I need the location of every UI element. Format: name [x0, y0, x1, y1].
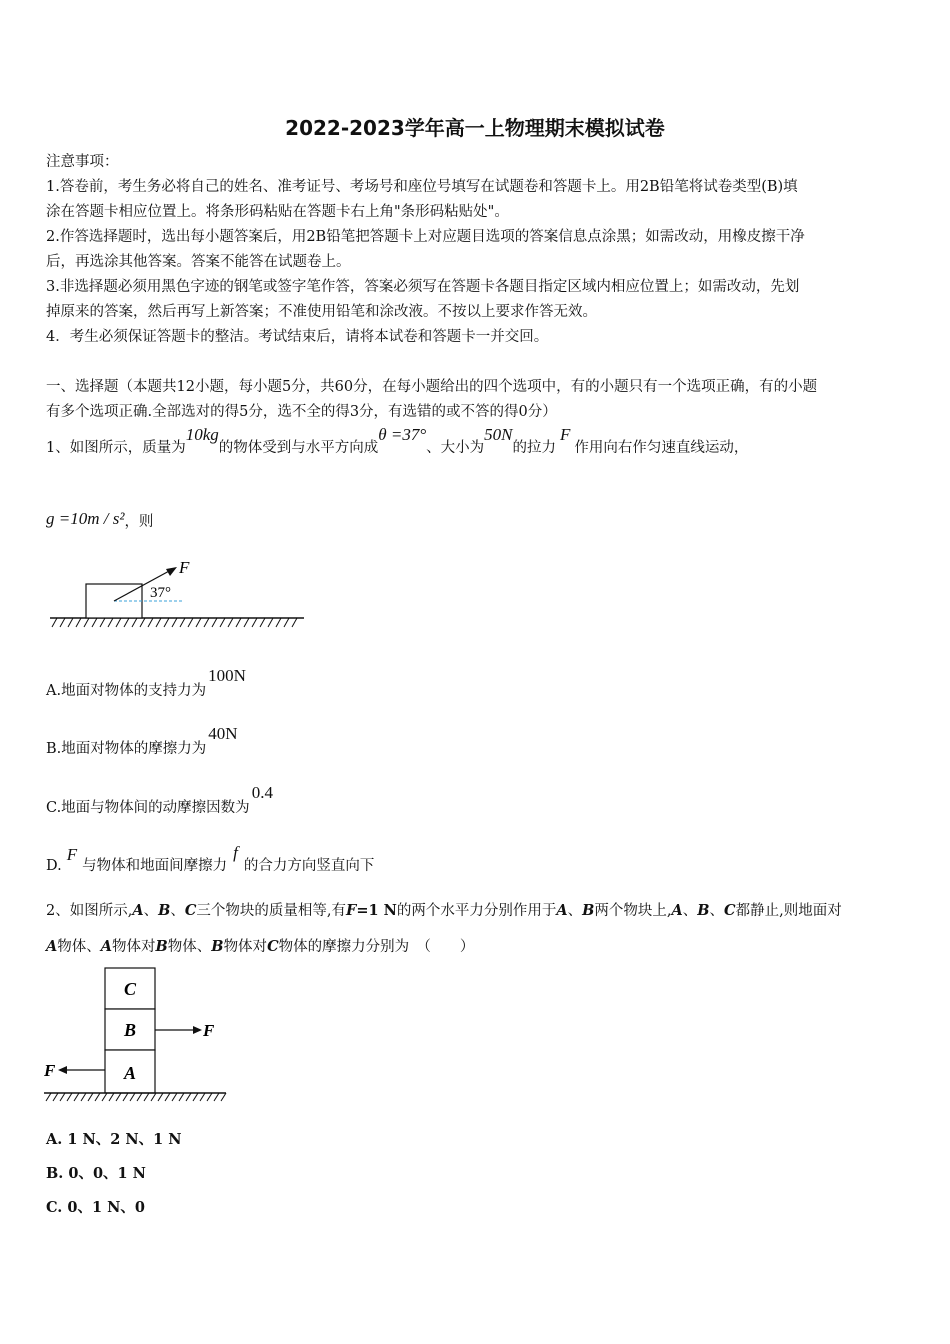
q2-var: A — [556, 902, 568, 919]
q2-text: 、 — [682, 903, 698, 919]
q2-var: B — [155, 938, 168, 955]
option-text: A.地面对物体的支持力为 — [46, 683, 207, 699]
q2-var: B — [582, 902, 595, 919]
q2-force-left-label: F — [44, 1061, 56, 1080]
q1-option-b[interactable] — [46, 724, 238, 759]
q2-text: 、 — [567, 903, 583, 919]
q2-var: F — [346, 902, 357, 919]
q1-option-a[interactable] — [46, 666, 246, 701]
notice-heading: 注意事项： — [46, 154, 119, 170]
q1-text: 1、如图所示，质量为 — [46, 440, 186, 456]
q2-text: 的两个水平力分别作用于 — [396, 903, 557, 919]
q1-mass: 10kg — [185, 425, 219, 444]
q2-force-right-label: F — [203, 1021, 215, 1040]
option-value: 100N — [208, 666, 246, 685]
q1-force-value: 50N — [484, 425, 513, 444]
section-line: 有多个选项正确.全部选对的得5分，选不全的得3分，有选错的或不答的得0分） — [46, 404, 557, 420]
q2-var: C — [724, 902, 736, 919]
q2-text: 三个物块的质量相等,有 — [196, 903, 347, 919]
q2-option-c[interactable]: C. 0、1 N、0 — [46, 1199, 145, 1216]
option-text: B.地面对物体的摩擦力为 — [46, 741, 207, 757]
q2-text: 都静止,则地面对 — [735, 903, 842, 919]
q2-var: C — [184, 902, 197, 919]
section-line: 一、选择题（本题共12小题，每小题5分，共60分，在每小题给出的四个选项中，有的小题只有一个选项正确，有的小题 — [46, 379, 818, 395]
q2-stem-line-2 — [46, 937, 474, 957]
page-title: 2022-2023学年高一上物理期末模拟试卷 — [285, 116, 665, 140]
q2-figure — [40, 964, 230, 1106]
q1-gravity — [46, 511, 153, 532]
q2-var: A — [46, 938, 58, 955]
notice-line: 2.作答选择题时，选出每小题答案后，用2B铅笔把答题卡上对应题目选项的答案信息点涂黑；如需改动，用橡皮擦干净 — [46, 229, 805, 245]
option-text: D. — [46, 858, 62, 874]
notice-line: 后，再选涂其他答案。答案不能答在试题卷上。 — [46, 254, 351, 270]
q1-text: 、大小为 — [426, 440, 485, 456]
notice-line: 掉原来的答案，然后再写上新答案；不准使用铅笔和涂改液。不按以上要求作答无效。 — [46, 304, 597, 320]
q2-text: 物体对 — [112, 939, 156, 955]
q1-angle: θ =37° — [378, 425, 427, 444]
q2-stem-line-1 — [46, 901, 842, 921]
option-symbol: f — [233, 843, 238, 862]
notice-line: 4．考生必须保证答题卡的整洁。考试结束后，请将本试卷和答题卡一并交回。 — [46, 329, 549, 345]
q2-var: B — [158, 902, 171, 919]
q1-figure — [46, 556, 308, 632]
q1-figure-force-label: F — [179, 558, 190, 577]
notice-line: 1.答卷前，考生务必将自己的姓名、准考证号、考场号和座位号填写在试题卷和答题卡上。用2B铅笔将试卷类型(B)填 — [46, 179, 798, 195]
q2-text: =1 N — [356, 902, 397, 919]
q2-text: 、 — [143, 903, 159, 919]
q2-text: 、 — [170, 903, 185, 919]
option-value: 0.4 — [251, 783, 273, 802]
q2-block-a-label: A — [123, 1063, 137, 1083]
q1-text: 作用向右作匀速直线运动， — [574, 440, 749, 456]
notice-line: 涂在答题卡相应位置上。将条形码粘贴在答题卡右上角"条形码粘贴处"。 — [46, 204, 509, 220]
q2-var: C — [267, 938, 279, 955]
option-text: 与物体和地面间摩擦力 — [82, 858, 228, 874]
option-text: 的合力方向竖直向下 — [243, 858, 375, 874]
q2-text: 2、如图所示, — [46, 903, 133, 919]
q1-text: 的拉力 — [512, 440, 556, 456]
q1-force-symbol: F — [560, 425, 571, 444]
q2-option-b[interactable]: B. 0、0、1 N — [46, 1165, 146, 1182]
q1-text: ，则 — [124, 514, 154, 530]
q2-var: A — [132, 902, 144, 919]
q1-stem — [46, 425, 749, 458]
q2-block-b-label: B — [123, 1020, 137, 1040]
q2-var: B — [211, 938, 224, 955]
q2-text: 、 — [709, 903, 725, 919]
q1-figure-angle-label: 37° — [150, 585, 171, 601]
q2-var: B — [697, 902, 710, 919]
q2-text: 物体的摩擦力分别为 （ ） — [278, 939, 475, 955]
option-symbol: F — [66, 845, 78, 864]
q1-option-d[interactable] — [46, 843, 375, 876]
notice-line: 3.非选择题必须用黑色字迹的钢笔或签字笔作答，答案必须写在答题卡各题目指定区域内相应位置上；如需改动，先划 — [46, 279, 800, 295]
q1-text: 的物体受到与水平方向成 — [218, 440, 379, 456]
q2-var: A — [671, 902, 683, 919]
q2-text: 物体、 — [57, 939, 101, 955]
q2-text: 物体、 — [167, 939, 212, 955]
option-value: 40N — [208, 724, 238, 743]
q2-text: 物体对 — [223, 939, 268, 955]
q2-var: A — [100, 938, 113, 955]
q2-text: 两个物块上, — [594, 903, 672, 919]
q1-option-c[interactable] — [46, 783, 273, 818]
option-text: C.地面与物体间的动摩擦因数为 — [46, 800, 250, 816]
q2-block-c-label: C — [123, 979, 137, 999]
q2-option-a[interactable]: A. 1 N、2 N、1 N — [46, 1131, 182, 1148]
q1-g-value: g =10m / s² — [46, 509, 125, 528]
